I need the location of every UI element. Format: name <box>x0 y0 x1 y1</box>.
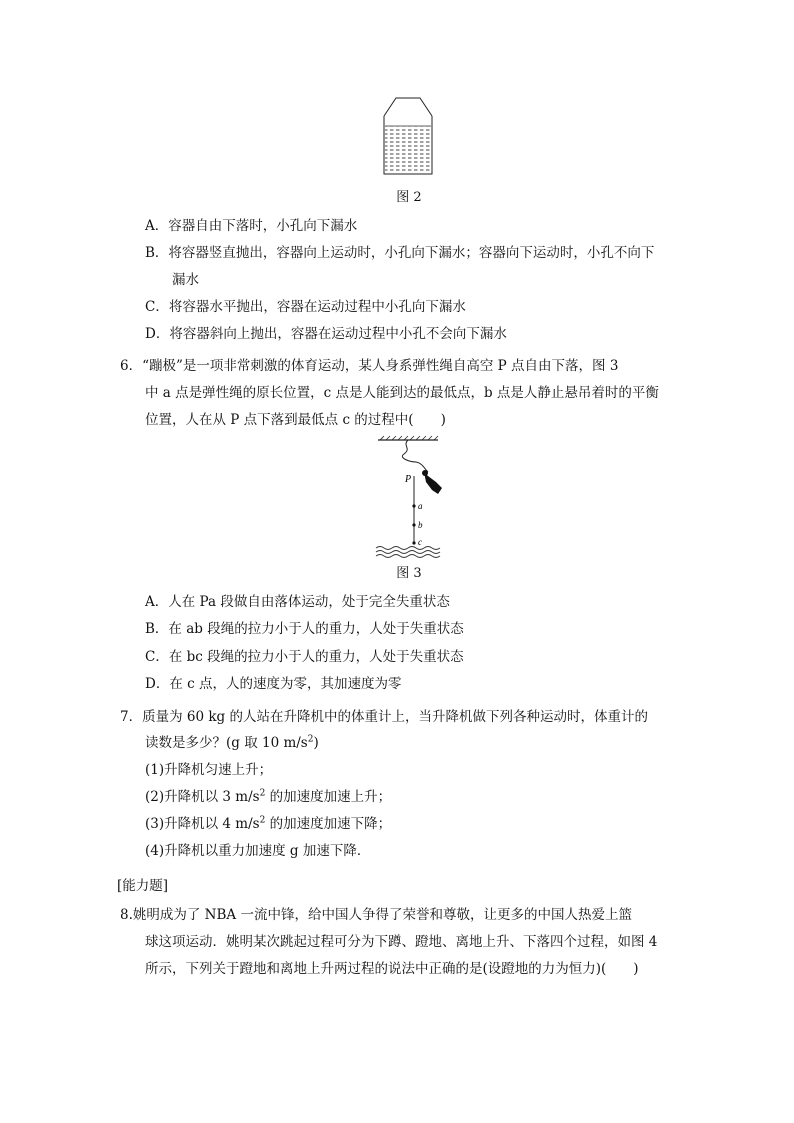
q5-option-d: D．将容器斜向上抛出，容器在运动过程中小孔不会向下漏水 <box>145 326 507 342</box>
point-c <box>412 541 415 544</box>
point-a <box>412 504 415 507</box>
q7-stem-line-1: 7．质量为 60 kg 的人站在升降机中的体重计上，当升降机做下列各种运动时，体重计的 <box>120 709 648 725</box>
label-p: P <box>405 474 412 485</box>
q5-option-b-cont: 漏水 <box>172 272 199 288</box>
q7-sub-1: (1)升降机匀速上升； <box>145 762 273 778</box>
q6-stem-line-2: 中 a 点是弹性绳的原长位置，c 点是人能到达的最低点，b 点是人静止悬吊着时的平衡 <box>145 385 659 401</box>
label-c: c <box>418 537 422 547</box>
q8-stem-line-2: 球这项运动．姚明某次跳起过程可分为下蹲、蹬地、离地上升、下落四个过程，如图 4 <box>145 934 658 950</box>
figure-2-container-diagram <box>378 96 438 178</box>
q7-stem-line-2: 读数是多少？(g 取 10 $m/s^2$) <box>145 734 319 751</box>
q7-sub-4: (4)升降机以重力加速度 g 加速下降． <box>145 843 371 859</box>
figure-3-caption: 图 3 <box>396 566 422 581</box>
q8-stem-line-3: 所示，下列关于蹬地和离地上升两过程的说法中正确的是(设蹬地的力为恒力)( ) <box>145 961 639 977</box>
q6-stem-line-3: 位置，人在从 P 点下落到最低点 c 的过程中( ) <box>145 412 446 428</box>
q5-option-c: C．将容器水平抛出，容器在运动过程中小孔向下漏水 <box>145 299 466 315</box>
label-b: b <box>418 520 423 530</box>
section-heading: [能力题] <box>117 878 169 894</box>
point-b <box>412 523 415 526</box>
q5-option-b: B．将容器竖直抛出，容器向上运动时，小孔向下漏水；容器向下运动时，小孔不向下 <box>145 245 655 261</box>
q5-option-a: A．容器自由下落时，小孔向下漏水 <box>145 218 358 234</box>
q6-option-c: C．在 bc 段绳的拉力小于人的重力，人处于失重状态 <box>145 649 464 665</box>
q8-stem-line-1: 8.姚明成为了 NBA 一流中锋，给中国人争得了荣誉和尊敬，让更多的中国人热爱上篮 <box>120 907 632 923</box>
q6-option-b: B．在 ab 段绳的拉力小于人的重力，人处于失重状态 <box>145 621 464 637</box>
q7-sub-3: (3)升降机以 4 $m/s^2$ 的加速度加速下降； <box>145 815 392 832</box>
figure-2-caption: 图 2 <box>396 190 422 205</box>
q6-option-d: D．在 c 点，人的速度为零，其加速度为零 <box>145 676 402 692</box>
q6-option-a: A．人在 Pa 段做自由落体运动，处于完全失重状态 <box>145 594 450 610</box>
label-a: a <box>418 501 423 511</box>
q6-stem-line-1: 6．“蹦极”是一项非常刺激的体育运动，某人身系弹性绳自高空 P 点自由下落，图 3 <box>120 358 619 374</box>
q7-sub-2: (2)升降机以 3 $m/s^2$ 的加速度加速上升； <box>145 788 392 805</box>
figure-3-bungee-diagram <box>372 436 452 561</box>
